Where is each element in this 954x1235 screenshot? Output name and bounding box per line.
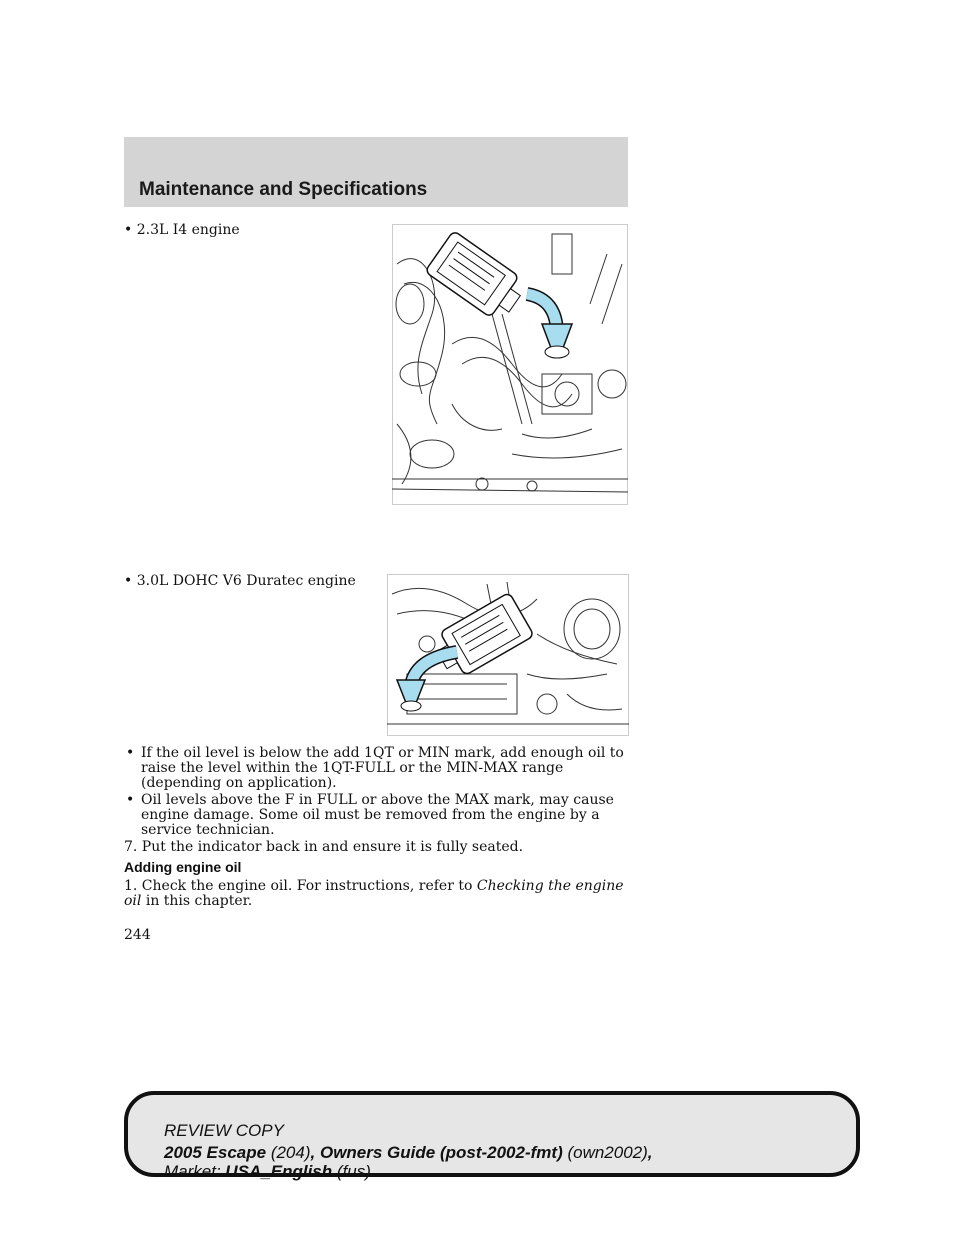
body-text [124,746,624,913]
footer-review-copy: REVIEW COPY [164,1121,284,1140]
figure-label-3-0l: • 3.0L DOHC V6 Duratec engine [124,573,356,589]
engine-2-3l-illustration [392,224,628,505]
footer-market-label: Market: [164,1162,226,1181]
step-1-suffix: in this chapter. [141,893,253,909]
footer-sep2: , [647,1143,653,1162]
footer-guide: Owners Guide (post-2002-fmt) [319,1143,563,1162]
step-1-prefix: 1. Check the engine oil. For instructions, refer to [124,878,477,894]
bullet-oil-below-min: • If the oil level is below the add 1QT or MIN mark, add enough oil to raise the level within the 1QT-FULL or the MIN-MAX range (depending on application). [124,746,624,791]
figure-label-2-3l: • 2.3L I4 engine [124,222,240,238]
subheading-adding-engine-oil: Adding engine oil [124,859,242,875]
bullet-oil-above-max: • Oil levels above the F in FULL or above the MAX mark, may cause engine damage. Some oil must be removed from the engine by a service technician. [124,793,624,838]
footer-market: USA_English [225,1162,333,1181]
engine-3-0l-illustration [387,574,629,736]
footer-guide-code: (own2002) [562,1143,648,1162]
footer-model-line [164,1143,653,1162]
step-1 [124,879,624,909]
footer-model-code: (204) [266,1143,311,1162]
footer-market-line [164,1162,371,1181]
page-number: 244 [124,927,151,943]
step-1-reference: Checking the engine oil [124,878,624,909]
step-7: 7. Put the indicator back in and ensure it is fully seated. [124,839,524,855]
section-title: Maintenance and Specifications [139,179,428,200]
footer-model: 2005 Escape [164,1143,267,1162]
section-header-band [124,137,628,207]
review-footer [124,1091,860,1181]
footer-sep1: , [310,1143,320,1162]
footer-market-code: (fus) [332,1162,371,1181]
